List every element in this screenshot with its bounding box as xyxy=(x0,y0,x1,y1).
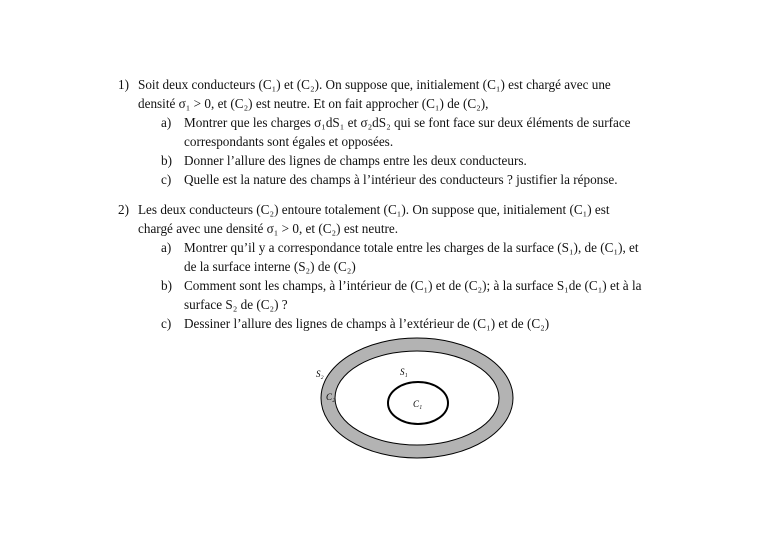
label-s2: S₂ xyxy=(316,369,324,379)
sub-question-label: a) xyxy=(161,240,172,255)
sub-question-label: b) xyxy=(161,278,172,293)
question-text-line: Les deux conducteurs (C₂) entoure totalement (C₁). On suppose que, initialement (C₁) est xyxy=(138,202,610,217)
label-c2: C₂ xyxy=(326,392,336,402)
question-text-line: chargé avec une densité σ₁ > 0, et (C₂) est neutre. xyxy=(138,221,399,236)
sub-question-text: Quelle est la nature des champs à l’intérieur des conducteurs ? justifier la réponse. xyxy=(184,172,618,187)
question-number: 2) xyxy=(118,202,129,217)
sub-question-text: correspondants sont égales et opposées. xyxy=(184,134,394,149)
sub-question-text: surface S₂ de (C₂) ? xyxy=(184,297,288,312)
conductors-figure xyxy=(300,335,530,465)
sub-question-b xyxy=(118,276,738,314)
question-text-line: densité σ₁ > 0, et (C₂) est neutre. Et on fait approcher (C₁) de (C₂), xyxy=(138,96,489,111)
sub-question-c xyxy=(118,314,738,333)
sub-question-a xyxy=(118,113,738,151)
label-s1: S₁ xyxy=(400,367,408,377)
conductors-diagram xyxy=(300,335,530,465)
question-number: 1) xyxy=(118,77,129,92)
sub-question-label: c) xyxy=(161,172,172,187)
sub-question-text: Montrer que les charges σ₁dS₁ et σ₂dS₂ qui se font face sur deux éléments de surface xyxy=(184,115,631,130)
label-c1: C₁ xyxy=(413,399,423,409)
sub-question-text: Montrer qu’il y a correspondance totale entre les charges de la surface (S₁), de (C₁), et xyxy=(184,240,639,255)
sub-question-text: Dessiner l’allure des lignes de champs à l’extérieur de (C₁) et de (C₂) xyxy=(184,316,550,331)
question-1 xyxy=(118,75,738,189)
sub-question-c xyxy=(118,170,738,189)
sub-question-text: Donner l’allure des lignes de champs entre les deux conducteurs. xyxy=(184,153,527,168)
sub-question-label: a) xyxy=(161,115,172,130)
question-text-line: Soit deux conducteurs (C₁) et (C₂). On suppose que, initialement (C₁) est chargé avec une xyxy=(138,77,611,92)
question-2 xyxy=(118,200,738,333)
sub-question-text: de la surface interne (S₂) de (C₂) xyxy=(184,259,356,274)
sub-question-label: b) xyxy=(161,153,172,168)
sub-question-a xyxy=(118,238,738,276)
sub-question-text: Comment sont les champs, à l’intérieur de (C₁) et de (C₂); à la surface S₁de (C₁) et à la xyxy=(184,278,642,293)
sub-question-label: c) xyxy=(161,316,172,331)
sub-question-b xyxy=(118,151,738,170)
